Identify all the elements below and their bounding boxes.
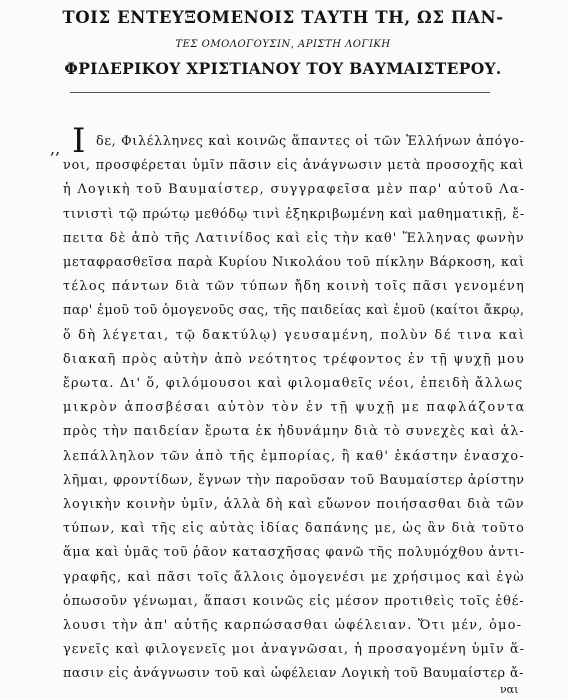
- text-line: παρ' ἐμοῦ τοῦ ὁμογενοῦς σας, τῆς παιδείας καὶ ἐμοῦ (καίτοι ἄκρῳ,: [63, 303, 525, 319]
- heading-divider: [70, 92, 490, 93]
- text-line: λογικὴν κοινὴν ὑμῖν, ἀλλὰ δὴ καὶ εὔωνον ποιήσασθαι διὰ τῶν: [63, 497, 525, 512]
- text-line: πρὸς τὴν παιδείαν ἔρωτα ἐκ ἠδυνάμην διὰ τὸ συνεχὲς καὶ ἀλ-: [63, 424, 525, 440]
- text-line: τέλος πάντων διὰ τῶν τύπων ἤδη κοινὴ τοῖς πᾶσι γενομένη: [63, 279, 526, 295]
- text-line: λῆμαι, φροντίδων, ἔγνων τὴν παροῦσαν τοῦ Βαυμαίστερ ἀρίστην: [63, 472, 525, 488]
- title-heading-line-3: ΦΡΙΔΕΡΙΚΟΥ ΧΡΙΣΤΙΑΝΟΥ ΤΟΥ ΒΑΥΜΑΙΣΤΕΡΟΥ.: [64, 59, 502, 78]
- text-line: λουσι τὴν ἀπ' αὐτῆς καρπώσασθαι ὠφέλειαν. Ὅτι μέν, ὁμο-: [63, 618, 523, 633]
- text-line: ὅ δὴ λέγεται, τῷ δακτύλῳ) γευσαμένη, πολὺν δέ τινα καὶ: [63, 327, 526, 343]
- text-line: διακαῆ πρὸς αὐτὴν ἀπὸ νεότητος τρέφοντος ἐν τῇ ψυχῇ μου: [63, 351, 526, 367]
- text-line: λεπάλληλον τῶν ἀπὸ τῆς ἐμπορίας, ἢ καθ' ἑκάστην ἐνασχο-: [63, 448, 526, 464]
- text-line: μικρὸν ἀποσβέσαι αὐτὸν τὸν ἐν τῇ ψυχῇ με παφλάζοντα: [63, 400, 527, 416]
- catchword: ναι: [500, 683, 519, 696]
- text-line: τινιστὶ τῷ πρώτῳ μεθόδῳ τινὶ ἐξηκριβωμένη καὶ μαθηματικῇ, ἔ-: [63, 206, 525, 222]
- text-line: ὁπωσοῦν γένωμαι, ἅπασι κοινῶς εἰς μέσον προτιθεὶς τοῖς ἐθέ-: [63, 593, 525, 609]
- text-line: ἅμα καὶ ὑμᾶς τοῦ ῥᾶον κατασχῆσας φανῶ τῆς πολυμόχθου ἀντι-: [63, 545, 525, 561]
- text-line: δε, Φιλέλληνες καὶ κοινῶς ἅπαντες οἱ τῶν Ἑλλήνων ἀπόγο-: [96, 134, 525, 149]
- drop-cap: Ι: [72, 121, 86, 161]
- text-line: πειτα δὲ ἀπὸ τῆς Λατινίδος καὶ εἰς τὴν καθ' Ἕλληνας φωνὴν: [63, 230, 525, 246]
- opening-quote-mark: ,,: [50, 139, 61, 158]
- text-line: τύπων, καὶ τῆς εἰς αὐτὰς ἰδίας δαπάνης με, ὡς ἂν διὰ τοῦτο: [63, 521, 526, 537]
- title-heading-line-1: ΤΟΙΣ ΕΝΤΕΥΞΟΜΕΝΟΙΣ ΤΑΥΤΗ ΤΗ, ΩΣ ΠΑΝ-: [62, 8, 504, 27]
- text-line: γενεῖς καὶ φιλογενεῖς μοι ἀναγνῶσαι, ἡ προσαγομένη ὑμῖν ἅ-: [63, 642, 526, 658]
- text-line: γραφῆς, καὶ πᾶσι τοῖς ἄλλοις ὁμογενέσι με χρήσιμος καὶ ἐγὼ: [63, 569, 525, 585]
- text-line: πασιν εἰς ἀνάγνωσιν τοῦ καὶ ὠφέλειαν Λογικὴ τοῦ Βαυμαίστερ ἄ-: [63, 666, 524, 682]
- title-heading-line-2: ΤΕΣ ΟΜΟΛΟΓΟΥΣΙΝ, ΑΡΙΣΤΗ ΛΟΓΙΚΗ: [175, 39, 391, 50]
- text-line: ἔρωτα. Δι' ὅ, φιλόμουσοι καὶ φιλομαθεῖς νέοι, ἐπειδὴ ἄλλως: [63, 376, 524, 391]
- text-line: μεταφρασθεῖσα παρὰ Κυρίου Νικολάου τοῦ πίκλην Βάρκοση, καὶ: [63, 255, 525, 270]
- text-line: ἡ Λογικὴ τοῦ Βαυμαίστερ, συγγραφεῖσα μὲν παρ' αὐτοῦ Λα-: [63, 182, 526, 198]
- text-line: νοι, προσφέρεται ὑμῖν πᾶσιν εἰς ἀνάγνωσιν μετὰ προσοχῆς καὶ: [63, 158, 525, 174]
